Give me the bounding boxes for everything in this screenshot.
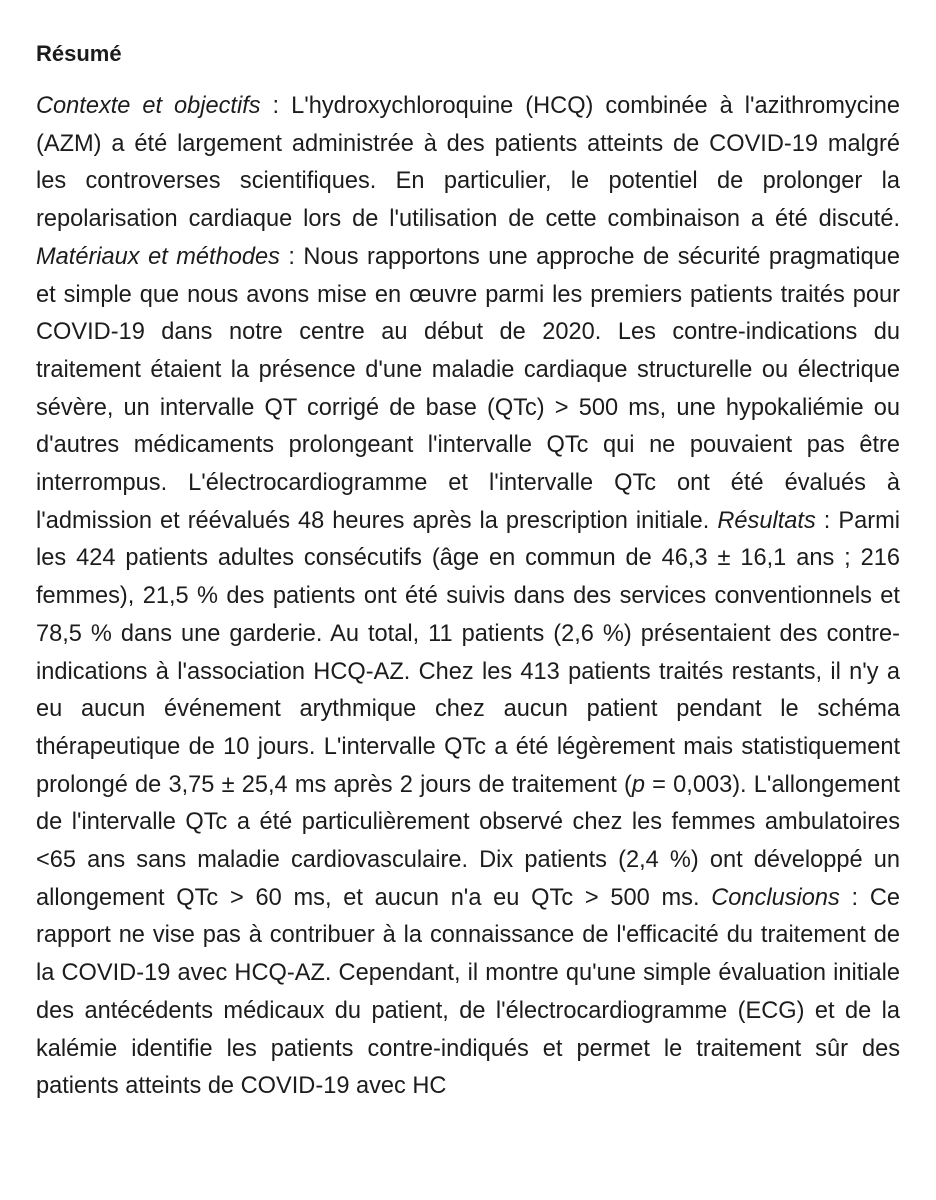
context-separator: : — [260, 93, 292, 119]
context-text: L'hydroxychloroquine (HCQ) combinée à l'azithromycine (AZM) a été largement administrée à des patients atteints de COVID-19 malgré les controverses scientifiques. En particulier, le potentiel de prolonger la repolarisation cardiaque lors de l'utilisation de cette combinaison a été discuté. — [36, 93, 901, 233]
methods-text: Nous rapportons une approche de sécurité pragmatique et simple que nous avons mise en œuvre parmi les premiers patients traités pour COVID-19 dans notre centre au début de 2020. Les contre-indications du traitement étaient la présence d'une maladie cardiaque structurelle ou électrique sévère, un intervalle QT corrigé de base (QTc) > 500 ms, une hypokaliémie ou d'autres médicaments prolongeant l'intervalle QTc qui ne pouvaient pas être interrompus. L'électrocardiogramme et l'intervalle QTc ont été évalués à l'admission et réévalués 48 heures après la prescription initiale. — [36, 243, 900, 534]
context-label: Contexte et objectifs — [36, 93, 261, 119]
results-label: Résultats — [717, 507, 816, 534]
conclusions-label: Conclusions — [711, 884, 840, 911]
abstract-body — [36, 88, 900, 1106]
abstract-heading: Résumé — [36, 41, 122, 66]
methods-label: Matériaux et méthodes — [36, 243, 280, 270]
abstract-page — [36, 34, 900, 1106]
results-separator: : — [815, 507, 839, 534]
results-text-after-p: = 0,003). L'allongement de l'intervalle QTc a été particulièrement observé chez les femmes ambulatoires <65 ans sans maladie cardiovasculaire. Dix patients (2,4 %) ont développé un allongement QTc > 60 ms, et aucun n'a eu QTc > 500 ms. — [36, 771, 900, 911]
results-text-before-p: Parmi les 424 patients adultes consécutifs (âge en commun de 46,3 ± 16,1 ans ; 216 femmes), 21,5 % des patients ont été suivis dans des services conventionnels et 78,5 % dans une garderie. Au total, 11 patients (2,6 %) présentaient des contre-indications à l'association HCQ-AZ. Chez les 413 patients traités restants, il n'y a eu aucun événement arythmique chez aucun patient pendant le schéma thérapeutique de 10 jours. L'intervalle QTc a été légèrement mais statistiquement prolongé de 3,75 ± 25,4 ms après 2 jours de traitement ( — [36, 507, 900, 798]
conclusions-text: Ce rapport ne vise pas à contribuer à la connaissance de l'efficacité du traitement de la COVID-19 avec HCQ-AZ. Cependant, il montre qu'une simple évaluation initiale des antécédents médicaux du patient, de l'électrocardiogramme (ECG) et de la kalémie identifie les patients contre-indiqués et permet le traitement sûr des patients atteints de COVID-19 avec HC — [36, 884, 900, 1100]
conclusions-separator: : — [839, 884, 870, 911]
p-value-symbol: p — [631, 771, 645, 798]
methods-separator: : — [279, 243, 304, 270]
